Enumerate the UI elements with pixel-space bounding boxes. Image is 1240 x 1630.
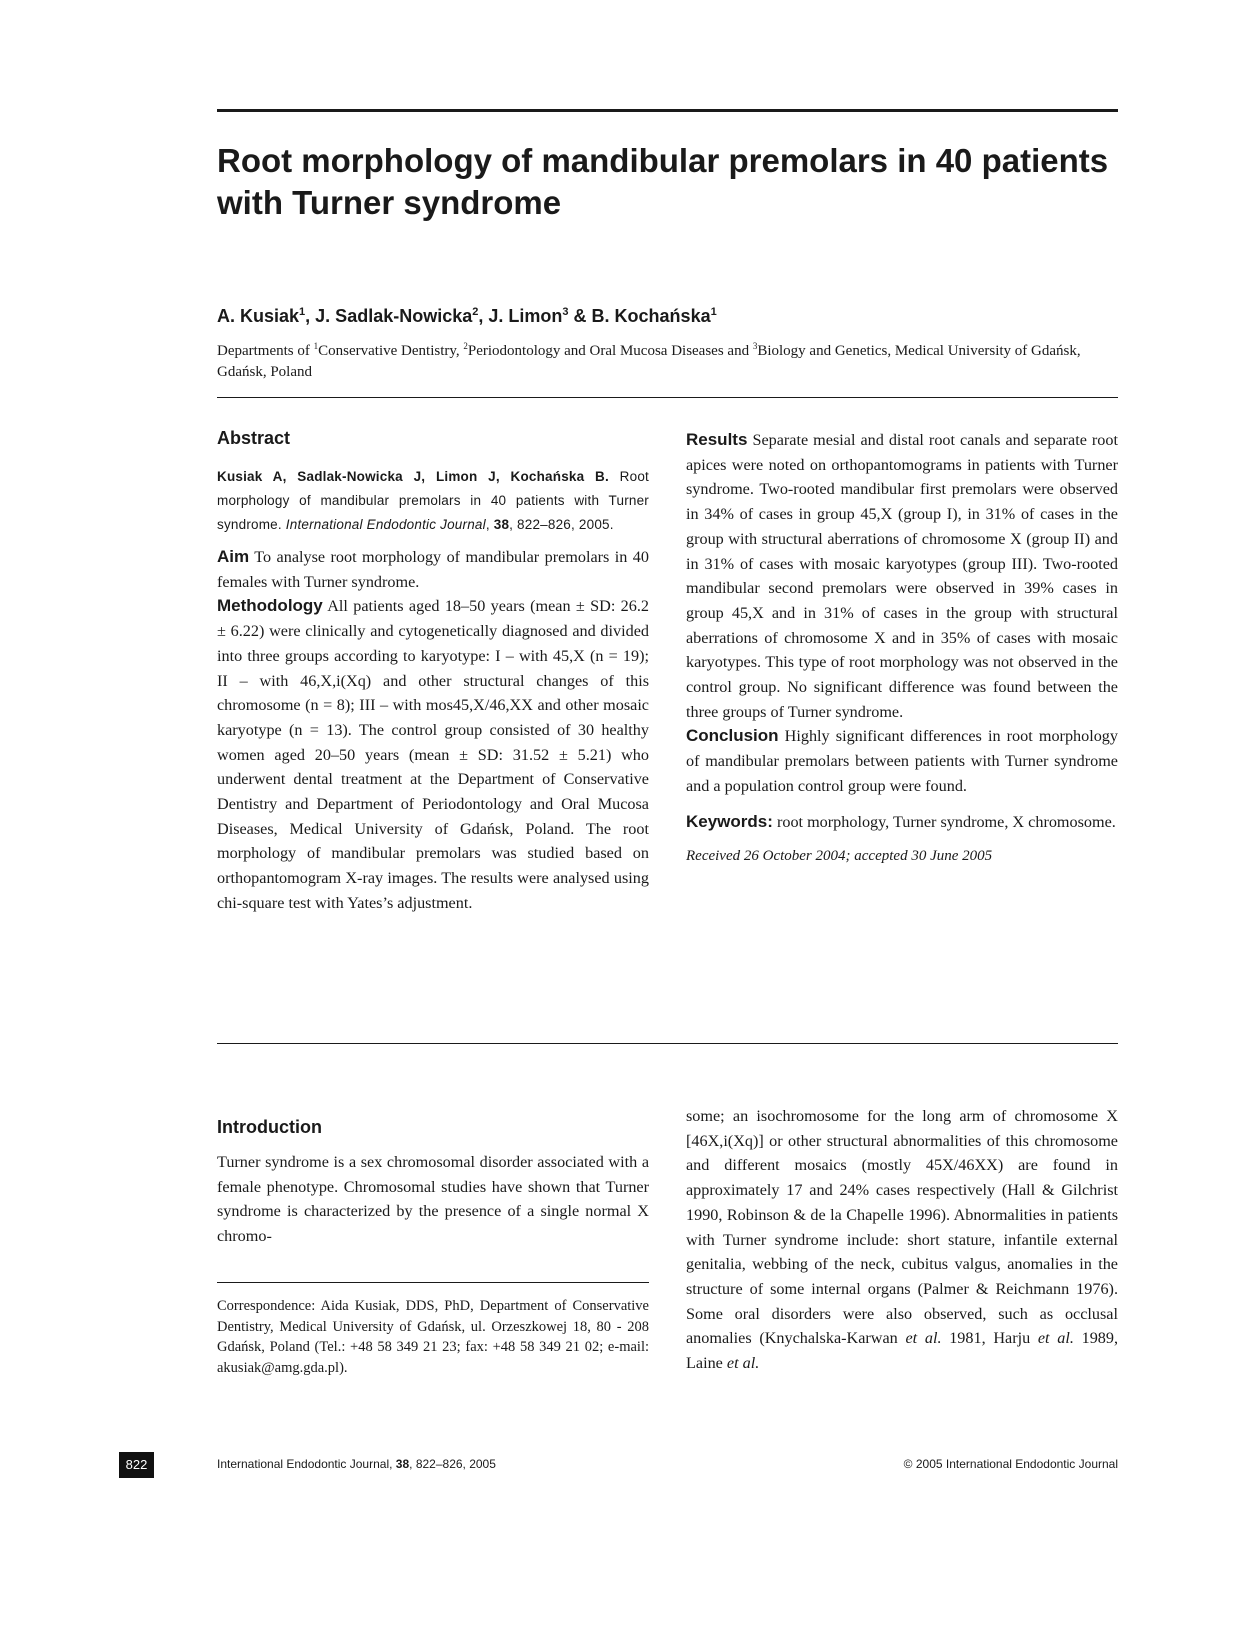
citation-title: Root morphology of mandibular premolars in 40 patients with Turner syndrome.: [217, 469, 649, 532]
author-name: B. Kochańska: [591, 306, 711, 326]
abstract-heading: Abstract: [217, 428, 291, 448]
aim-label: Aim: [217, 547, 250, 566]
intro-text: some; an isochromosome for the long arm of chromosome X [46X,i(Xq)] or other structural abnormalities of this chromosome and different mosaics (mostly 45X/46XX) are found in approximately 17 and 24% cases respectively (Hall & Gilchrist 1990, Robinson & de la Chapelle 1996). Abnormalities in patients with Turner syndrome include: short stature, infantile external genitalia, webbing of the neck, cubitus valgus, anomalies in the structure of some internal organs (Palmer & Reichmann 1976). Some oral disorders were also observed, such as occlusal anomalies (Knychalska-Karwan: [686, 1107, 1118, 1348]
citation-authors: Kusiak A, Sadlak-Nowicka J, Limon J, Kochańska B.: [217, 469, 609, 484]
citation-pages: , 822–826, 2005.: [509, 517, 614, 532]
footer-journal-name: International Endodontic Journal: [217, 1457, 390, 1471]
abstract-left-column: [217, 428, 649, 916]
intro-right-column: [686, 1104, 1118, 1376]
citation-volume: 38: [493, 517, 510, 532]
top-rule: [217, 109, 1118, 112]
abstract-aim: [217, 545, 649, 594]
footnote-divider: [217, 1282, 649, 1283]
conclusion-text: Highly significant differences in root morphology of mandibular premolars between patients with Turner syndrome and a population control group were found.: [686, 727, 1118, 795]
results-text: Separate mesial and distal root canals and separate root apices were noted on orthopantomograms in patients with Turner syndrome. Two-rooted mandibular first premolars were observed in 34% of cases in group 45,X (group I), in 31% of cases in the group with structural aberrations of chromosome X (group II) and in 31% of cases with mosaic karyotypes (group III). Two-rooted mandibular second premolars were observed in 39% cases in group 45,X and in 31% of cases in the group with structural aberrations of chromosome X and in 35% of cases with mosaic karyotypes. This type of root morphology was not observed in the control group. No significant difference was found between the three groups of Turner syndrome.: [686, 431, 1118, 721]
affiliation-dept: Biology and Genetics, Medical University of Gdańsk, Gdańsk, Poland: [217, 343, 1081, 380]
affiliation-mark: 3: [752, 341, 758, 351]
intro-paragraph-continued: [686, 1104, 1118, 1376]
results-label: Results: [686, 430, 748, 449]
introduction-heading: Introduction: [217, 1117, 322, 1137]
journal-footer: [217, 1457, 496, 1471]
author-separator: ,: [478, 306, 489, 326]
correspondence-footnote: Correspondence: Aida Kusiak, DDS, PhD, Department of Conservative Dentistry, Medical University of Gdańsk, ul. Orzeszkowej 18, 80 - 208 Gdańsk, Poland (Tel.: +48 58 349 21 23; fax: +48 58 349 21 02; e-mail: akusiak@amg.gda.pl).: [217, 1298, 649, 1376]
page-number-badge: 822: [119, 1452, 154, 1478]
citation-separator: ,: [485, 517, 494, 532]
footer-separator: ,: [389, 1457, 396, 1471]
abstract-conclusion: [686, 724, 1118, 798]
abstract-citation: [217, 465, 649, 537]
intro-text: 1981, Harju: [941, 1329, 1038, 1348]
intro-et-al: et al.: [905, 1329, 942, 1348]
abstract-divider: [217, 1043, 1118, 1044]
article-title: Root morphology of mandibular premolars in 40 patients with Turner syndrome: [217, 142, 1109, 221]
received-dates: Received 26 October 2004; accepted 30 June 2005: [686, 848, 993, 865]
aim-text: To analyse root morphology of mandibular premolars in 40 females with Turner syndrome.: [217, 548, 649, 591]
intro-et-al: et al.: [726, 1354, 760, 1373]
conclusion-label: Conclusion: [686, 726, 779, 746]
intro-paragraph: Turner syndrome is a sex chromosomal disorder associated with a female phenotype. Chromosomal studies have shown that Turner syndrome is characterized by the presence of a single normal X chromo-: [217, 1153, 649, 1246]
intro-text: 1989, Laine: [686, 1329, 1119, 1373]
footer-volume: 38: [395, 1457, 410, 1471]
author-name: A. Kusiak: [217, 306, 300, 326]
affiliation-mark: 1: [313, 341, 319, 351]
abstract-right-column: [686, 428, 1118, 865]
author-affiliation-mark: 1: [710, 306, 717, 318]
author-separator: ,: [305, 306, 316, 326]
author-affiliation-mark: 2: [472, 306, 479, 318]
keywords-text: root morphology, Turner syndrome, X chromosome.: [772, 812, 1116, 831]
author-name: J. Limon: [488, 306, 563, 326]
author-name: J. Sadlak-Nowicka: [315, 306, 473, 326]
keywords-label: Keywords:: [686, 811, 773, 831]
affiliations: [217, 336, 1118, 383]
abstract-results: [686, 428, 1118, 724]
intro-left-column: [217, 1117, 649, 1249]
affiliation-prefix: Departments of: [217, 343, 314, 359]
author-separator: &: [568, 306, 592, 326]
affiliation-dept: Conservative Dentistry,: [318, 343, 464, 359]
author-list: [217, 306, 1118, 327]
author-affiliation-mark: 3: [562, 306, 569, 318]
intro-et-al: et al.: [1037, 1329, 1074, 1348]
author-affiliation-mark: 1: [299, 306, 306, 318]
abstract-keywords: [686, 810, 1118, 835]
abstract-methodology: [217, 594, 649, 915]
citation-journal: International Endodontic Journal: [285, 517, 486, 532]
copyright-footer: © 2005 International Endodontic Journal: [903, 1457, 1118, 1471]
header-divider: [217, 397, 1118, 398]
affiliation-dept: Periodontology and Oral Mucosa Diseases and: [467, 343, 753, 359]
affiliation-mark: 2: [463, 341, 468, 351]
methodology-label: Methodology: [217, 596, 323, 616]
methodology-text: All patients aged 18–50 years (mean ± SD: 26.2 ± 6.22) were clinically and cytogenetically diagnosed and divided into three groups according to karyotype: I – with 45,X (n = 19); II – with 46,X,i(Xq) and other structural changes of this chromosome (n = 8); III – with mos45,X/46,XX and other mosaic karyotype (n = 13). The control group consisted of 30 healthy women aged 20–50 years (mean ± SD: 31.52 ± 5.21) who underwent dental treatment at the Department of Conservative Dentistry and Department of Periodontology and Oral Mucosa Diseases, Medical University of Gdańsk, Poland. The root morphology of mandibular premolars was studied based on orthopantomogram X-ray images. The results were analysed using chi-square test with Yates’s adjustment.: [217, 597, 649, 912]
footer-pages-year: , 822–826, 2005: [409, 1457, 496, 1471]
